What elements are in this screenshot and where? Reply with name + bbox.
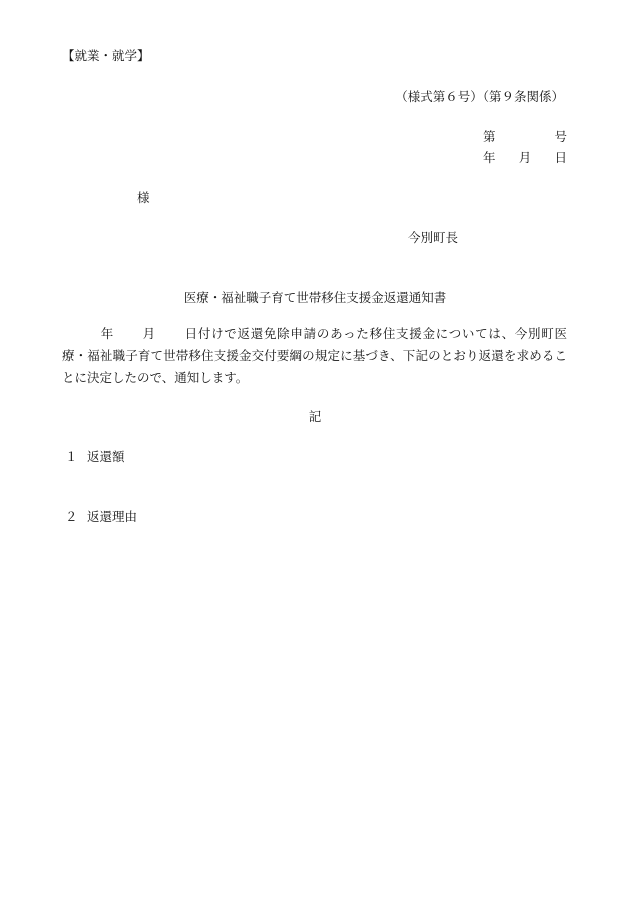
number-suffix: 号 xyxy=(554,129,567,144)
item-number: １ xyxy=(65,449,78,464)
item-label: 返還理由 xyxy=(87,509,138,524)
item-number: ２ xyxy=(65,509,78,524)
list-item xyxy=(65,511,137,524)
document-number-row xyxy=(483,131,567,144)
list-item xyxy=(65,451,125,464)
body-text: 日付けで返還免除申請のあった移住支援金については、今別町医療・福祉職子育て世帯移住支援金交付要綱の規定に基づき、下記のとおり返還を求めることに決定したので、通知します。 xyxy=(62,326,567,385)
addressee: 様 xyxy=(137,190,150,205)
date-year: 年 xyxy=(483,150,496,165)
date-month: 月 xyxy=(518,150,532,165)
form-number: （様式第６号）（第９条関係） xyxy=(395,89,564,104)
sender: 今別町長 xyxy=(407,230,458,245)
number-prefix: 第 xyxy=(483,129,496,144)
item-label: 返還額 xyxy=(87,449,125,464)
date-day: 日 xyxy=(554,150,567,165)
category-label: 【就業・就学】 xyxy=(62,48,150,63)
body-year: 年 xyxy=(100,326,114,341)
body-paragraph xyxy=(62,323,567,389)
document-title: 医療・福祉職子育て世帯移住支援金返還通知書 xyxy=(183,290,447,305)
body-month: 月 xyxy=(141,326,156,341)
date-row xyxy=(483,152,567,165)
ki-marker: 記 xyxy=(308,409,322,424)
